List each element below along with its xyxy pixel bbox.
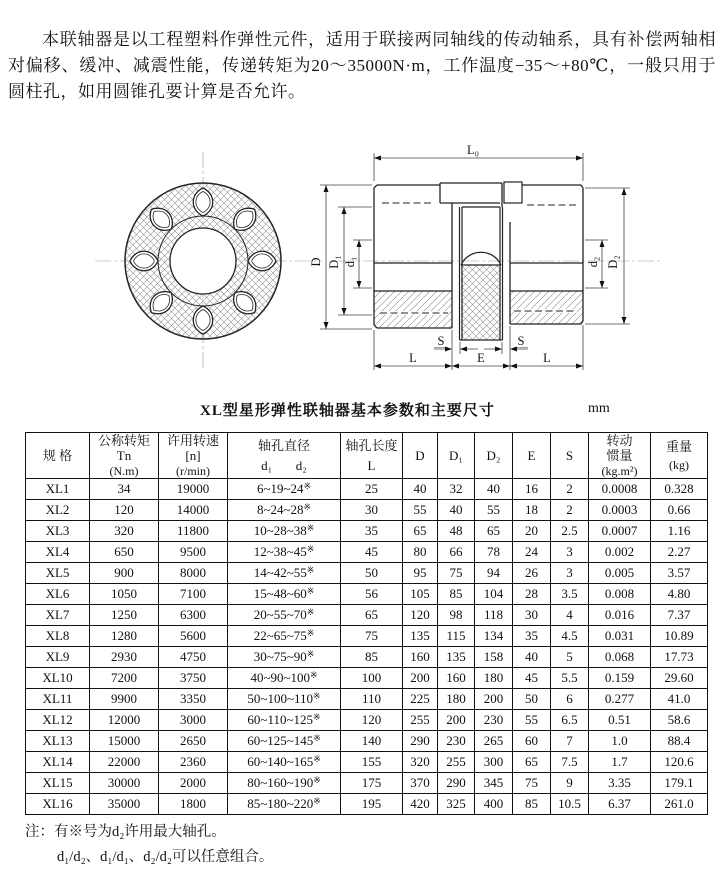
cell-S: 2.5	[551, 521, 589, 542]
cell-speed: 4750	[159, 647, 228, 668]
cell-S: 4	[551, 605, 589, 626]
cell-spec: XL10	[26, 668, 90, 689]
cell-D: 290	[403, 731, 438, 752]
max-bore-marker: ※	[306, 544, 315, 554]
cell-E: 55	[513, 710, 551, 731]
cell-E: 24	[513, 542, 551, 563]
cell-bore-range: 20~55~70※	[228, 605, 341, 626]
cell-speed: 9500	[159, 542, 228, 563]
table-header	[26, 433, 708, 479]
cell-inertia: 0.068	[589, 647, 651, 668]
cell-inertia: 1.7	[589, 752, 651, 773]
cell-length: 140	[341, 731, 403, 752]
table-row	[26, 479, 708, 500]
cell-bore-range: 80~160~190※	[228, 773, 341, 794]
cell-bore-range: 50~100~110※	[228, 689, 341, 710]
cell-E: 60	[513, 731, 551, 752]
cell-E: 28	[513, 584, 551, 605]
cell-bore-range: 60~110~125※	[228, 710, 341, 731]
cell-D: 225	[403, 689, 438, 710]
cell-S: 2	[551, 479, 589, 500]
cell-weight: 4.80	[651, 584, 708, 605]
cell-E: 26	[513, 563, 551, 584]
intro-paragraph: 本联轴器是以工程塑料作弹性元件，适用于联接两同轴线的传动轴系，具有补偿两轴相对偏移、缓冲、减震性能，传递转矩为20～35000N·m，工作温度−35～+80℃，一般只用于圆柱孔，如用圆锥孔要计算是否允许。	[8, 30, 716, 101]
cell-weight: 17.73	[651, 647, 708, 668]
cell-D2: 180	[475, 668, 513, 689]
col-speed: 许用转速 [n] (r/min)	[159, 433, 228, 479]
cell-D: 120	[403, 605, 438, 626]
cell-D2: 230	[475, 710, 513, 731]
star-element-front-view	[95, 152, 322, 370]
cell-torque: 900	[90, 563, 159, 584]
cell-weight: 10.89	[651, 626, 708, 647]
cell-S: 10.5	[551, 794, 589, 815]
cell-torque: 30000	[90, 773, 159, 794]
cell-spec: XL12	[26, 710, 90, 731]
cell-length: 50	[341, 563, 403, 584]
cell-speed: 3350	[159, 689, 228, 710]
cell-length: 56	[341, 584, 403, 605]
cell-D: 95	[403, 563, 438, 584]
cell-D: 105	[403, 584, 438, 605]
cell-D1: 85	[438, 584, 475, 605]
cell-bore-range: 60~140~165※	[228, 752, 341, 773]
table-row	[26, 689, 708, 710]
cell-D2: 104	[475, 584, 513, 605]
cell-speed: 2650	[159, 731, 228, 752]
dim-label-S-right: S	[517, 334, 525, 348]
cell-inertia: 0.277	[589, 689, 651, 710]
footer-notes	[25, 820, 273, 870]
table-body	[26, 479, 708, 815]
cell-bore-range: 60~125~145※	[228, 731, 341, 752]
cell-D: 55	[403, 500, 438, 521]
cell-torque: 15000	[90, 731, 159, 752]
cell-torque: 320	[90, 521, 159, 542]
col-spec: 规 格	[26, 433, 90, 479]
dim-label-S-left: S	[437, 334, 445, 348]
cell-bore-range: 40~90~100※	[228, 668, 341, 689]
cell-bore-range: 14~42~55※	[228, 563, 341, 584]
cell-D2: 400	[475, 794, 513, 815]
cell-length: 120	[341, 710, 403, 731]
cell-speed: 11800	[159, 521, 228, 542]
table-row	[26, 626, 708, 647]
cell-D1: 75	[438, 563, 475, 584]
table-row	[26, 794, 708, 815]
cell-weight: 88.4	[651, 731, 708, 752]
note-line-2: d₁/d₂、d₁/d₁、d₂/d₂可以任意组合。	[57, 849, 274, 865]
max-bore-marker: ※	[303, 502, 312, 512]
cell-inertia: 0.0007	[589, 521, 651, 542]
table-title-row	[0, 399, 725, 421]
table-row	[26, 521, 708, 542]
max-bore-marker: ※	[306, 586, 315, 596]
cell-inertia: 0.016	[589, 605, 651, 626]
cell-weight: 3.57	[651, 563, 708, 584]
cell-torque: 22000	[90, 752, 159, 773]
cell-torque: 34	[90, 479, 159, 500]
cell-length: 85	[341, 647, 403, 668]
cell-inertia: 0.008	[589, 584, 651, 605]
cell-length: 65	[341, 605, 403, 626]
cell-D2: 65	[475, 521, 513, 542]
cell-speed: 5600	[159, 626, 228, 647]
col-D1: D₁	[438, 433, 475, 479]
cell-torque: 9900	[90, 689, 159, 710]
cell-D2: 345	[475, 773, 513, 794]
col-inertia: 转动 惯量 (kg.m²)	[589, 433, 651, 479]
cell-spec: XL8	[26, 626, 90, 647]
cell-weight: 179.1	[651, 773, 708, 794]
cell-D1: 98	[438, 605, 475, 626]
table-row	[26, 647, 708, 668]
max-bore-marker: ※	[313, 796, 321, 806]
cell-torque: 120	[90, 500, 159, 521]
table-row	[26, 605, 708, 626]
max-bore-marker: ※	[313, 733, 321, 743]
cell-D: 65	[403, 521, 438, 542]
max-bore-marker: ※	[306, 649, 315, 659]
cell-speed: 8000	[159, 563, 228, 584]
cell-S: 2	[551, 500, 589, 521]
cell-spec: XL7	[26, 605, 90, 626]
cell-E: 50	[513, 689, 551, 710]
max-bore-marker: ※	[306, 565, 315, 575]
cell-D2: 55	[475, 500, 513, 521]
cell-length: 45	[341, 542, 403, 563]
table-row	[26, 563, 708, 584]
cell-speed: 2000	[159, 773, 228, 794]
col-torque: 公称转矩 Tn (N.m)	[90, 433, 159, 479]
cell-inertia: 0.0003	[589, 500, 651, 521]
cell-E: 85	[513, 794, 551, 815]
cell-torque: 7200	[90, 668, 159, 689]
cell-D1: 325	[438, 794, 475, 815]
cell-torque: 650	[90, 542, 159, 563]
cell-inertia: 0.159	[589, 668, 651, 689]
cell-D2: 134	[475, 626, 513, 647]
cell-D: 80	[403, 542, 438, 563]
cell-inertia: 3.35	[589, 773, 651, 794]
cell-speed: 3000	[159, 710, 228, 731]
cell-bore-range: 85~180~220※	[228, 794, 341, 815]
cell-D2: 78	[475, 542, 513, 563]
cell-S: 6.5	[551, 710, 589, 731]
cell-E: 18	[513, 500, 551, 521]
cell-D2: 200	[475, 689, 513, 710]
col-bore: 轴孔直径 d₁ d₂	[228, 433, 341, 479]
table-row	[26, 668, 708, 689]
max-bore-marker: ※	[313, 712, 321, 722]
col-D2: D₂	[475, 433, 513, 479]
cell-bore-range: 12~38~45※	[228, 542, 341, 563]
cell-S: 5	[551, 647, 589, 668]
cell-D2: 40	[475, 479, 513, 500]
note-line-1: 注：有※号为d₂许用最大轴孔。	[25, 824, 226, 840]
cell-D: 200	[403, 668, 438, 689]
max-bore-marker: ※	[306, 523, 315, 533]
coupling-drawings	[0, 95, 725, 395]
cell-S: 3.5	[551, 584, 589, 605]
max-bore-marker: ※	[310, 670, 318, 680]
cell-spec: XL14	[26, 752, 90, 773]
col-weight: 重量 (kg)	[651, 433, 708, 479]
table-row	[26, 731, 708, 752]
cell-S: 7	[551, 731, 589, 752]
table-row	[26, 500, 708, 521]
cell-D1: 180	[438, 689, 475, 710]
dim-label-L0: L₀	[467, 143, 479, 157]
cell-E: 40	[513, 647, 551, 668]
cell-inertia: 1.0	[589, 731, 651, 752]
cell-E: 65	[513, 752, 551, 773]
cell-speed: 1800	[159, 794, 228, 815]
dim-label-L-right: L	[543, 351, 551, 365]
dim-label-d2: d₂	[586, 256, 600, 268]
cell-inertia: 0.51	[589, 710, 651, 731]
cell-D: 255	[403, 710, 438, 731]
col-D: D	[403, 433, 438, 479]
table-row	[26, 542, 708, 563]
col-length: 轴孔长度 L	[341, 433, 403, 479]
cell-S: 7.5	[551, 752, 589, 773]
cell-inertia: 0.005	[589, 563, 651, 584]
dim-label-L-left: L	[409, 351, 417, 365]
cell-D1: 40	[438, 500, 475, 521]
cell-bore-range: 8~24~28※	[228, 500, 341, 521]
cell-length: 100	[341, 668, 403, 689]
cell-S: 3	[551, 563, 589, 584]
col-S: S	[551, 433, 589, 479]
cell-length: 35	[341, 521, 403, 542]
cell-inertia: 0.002	[589, 542, 651, 563]
cell-inertia: 0.031	[589, 626, 651, 647]
cell-S: 3	[551, 542, 589, 563]
cell-S: 5.5	[551, 668, 589, 689]
cell-S: 4.5	[551, 626, 589, 647]
dim-label-D2: D₂	[606, 255, 620, 269]
cell-E: 30	[513, 605, 551, 626]
dim-label-D: D	[309, 257, 323, 267]
cell-S: 6	[551, 689, 589, 710]
cell-speed: 7100	[159, 584, 228, 605]
table-row	[26, 710, 708, 731]
cell-spec: XL5	[26, 563, 90, 584]
cell-speed: 19000	[159, 479, 228, 500]
cell-weight: 41.0	[651, 689, 708, 710]
cell-spec: XL6	[26, 584, 90, 605]
bore-circle	[170, 228, 236, 294]
dim-label-E: E	[477, 351, 485, 365]
max-bore-marker: ※	[313, 754, 321, 764]
cell-E: 45	[513, 668, 551, 689]
cell-weight: 7.37	[651, 605, 708, 626]
max-bore-marker: ※	[306, 607, 315, 617]
cell-D2: 300	[475, 752, 513, 773]
cell-bore-range: 30~75~90※	[228, 647, 341, 668]
cell-spec: XL16	[26, 794, 90, 815]
cell-bore-range: 6~19~24※	[228, 479, 341, 500]
table-title: XL型星形弹性联轴器基本参数和主要尺寸	[200, 403, 495, 419]
cell-E: 16	[513, 479, 551, 500]
cell-spec: XL9	[26, 647, 90, 668]
cell-D: 370	[403, 773, 438, 794]
cell-spec: XL15	[26, 773, 90, 794]
cell-weight: 1.16	[651, 521, 708, 542]
cell-spec: XL11	[26, 689, 90, 710]
cell-D2: 94	[475, 563, 513, 584]
cell-length: 75	[341, 626, 403, 647]
cell-spec: XL1	[26, 479, 90, 500]
cell-D: 420	[403, 794, 438, 815]
col-E: E	[513, 433, 551, 479]
cell-D1: 200	[438, 710, 475, 731]
cell-length: 155	[341, 752, 403, 773]
cell-bore-range: 15~48~60※	[228, 584, 341, 605]
max-bore-marker: ※	[313, 775, 321, 785]
cell-D1: 32	[438, 479, 475, 500]
dim-label-D1: D₁	[327, 255, 341, 269]
cell-D1: 66	[438, 542, 475, 563]
cell-D: 320	[403, 752, 438, 773]
cell-D2: 158	[475, 647, 513, 668]
cell-length: 110	[341, 689, 403, 710]
cell-length: 30	[341, 500, 403, 521]
cell-D1: 48	[438, 521, 475, 542]
cell-D: 160	[403, 647, 438, 668]
max-bore-marker: ※	[306, 628, 315, 638]
table-unit: mm	[588, 401, 610, 416]
cell-spec: XL4	[26, 542, 90, 563]
cell-D1: 160	[438, 668, 475, 689]
cell-speed: 14000	[159, 500, 228, 521]
cell-length: 195	[341, 794, 403, 815]
cell-D2: 118	[475, 605, 513, 626]
cell-inertia: 6.37	[589, 794, 651, 815]
cell-weight: 2.27	[651, 542, 708, 563]
cell-inertia: 0.0008	[589, 479, 651, 500]
max-bore-marker: ※	[303, 481, 312, 491]
cell-speed: 2360	[159, 752, 228, 773]
cell-speed: 3750	[159, 668, 228, 689]
cell-D1: 255	[438, 752, 475, 773]
cell-D1: 135	[438, 647, 475, 668]
table-row	[26, 584, 708, 605]
cell-E: 75	[513, 773, 551, 794]
dim-label-d1: d₁	[343, 256, 357, 268]
cell-D1: 115	[438, 626, 475, 647]
cell-weight: 261.0	[651, 794, 708, 815]
cell-length: 25	[341, 479, 403, 500]
cell-weight: 120.6	[651, 752, 708, 773]
cell-E: 20	[513, 521, 551, 542]
cell-length: 175	[341, 773, 403, 794]
cell-torque: 1050	[90, 584, 159, 605]
cell-bore-range: 10~28~38※	[228, 521, 341, 542]
cell-E: 35	[513, 626, 551, 647]
table-row	[26, 773, 708, 794]
cell-torque: 2930	[90, 647, 159, 668]
cell-torque: 12000	[90, 710, 159, 731]
cell-spec: XL2	[26, 500, 90, 521]
parameters-table	[25, 432, 708, 815]
cell-S: 9	[551, 773, 589, 794]
cell-D: 135	[403, 626, 438, 647]
cell-weight: 29.60	[651, 668, 708, 689]
cell-D: 40	[403, 479, 438, 500]
table-row	[26, 752, 708, 773]
cell-weight: 58.6	[651, 710, 708, 731]
cell-D1: 230	[438, 731, 475, 752]
cell-weight: 0.66	[651, 500, 708, 521]
cell-bore-range: 22~65~75※	[228, 626, 341, 647]
cell-speed: 6300	[159, 605, 228, 626]
cell-D2: 265	[475, 731, 513, 752]
max-bore-marker: ※	[313, 691, 321, 701]
cell-torque: 1280	[90, 626, 159, 647]
elastic-petal	[193, 188, 213, 216]
cell-D1: 290	[438, 773, 475, 794]
cell-spec: XL13	[26, 731, 90, 752]
cell-torque: 35000	[90, 794, 159, 815]
cell-spec: XL3	[26, 521, 90, 542]
cell-weight: 0.328	[651, 479, 708, 500]
cell-torque: 1250	[90, 605, 159, 626]
